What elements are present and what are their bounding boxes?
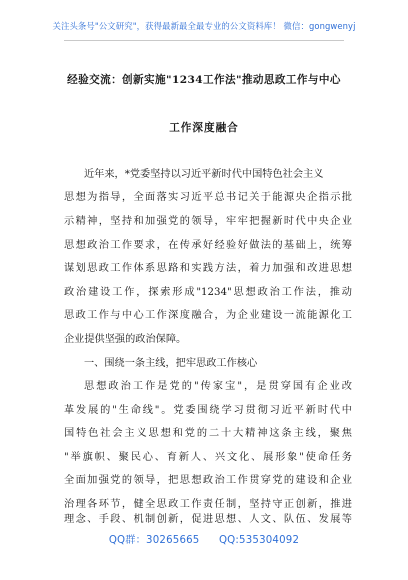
footer-qq-number: QQ:535304092 (218, 535, 300, 546)
section-heading: 一、围绕一条主线，把牢思政工作核心 (84, 358, 258, 369)
body-line: 国特色社会主义思想和党的二十大精神这条主线，聚焦 (64, 428, 352, 439)
body-line: 革发展的"生命线"。党委围绕学习贯彻习近平新时代中 (64, 405, 352, 416)
document-title-line-2: 工作深度融合 (169, 122, 239, 134)
footer-qq-group: QQ群：30265665 (108, 535, 200, 546)
body-line: 理念、手段、机制创新，促进思想、人文、队伍、发展等 (64, 514, 352, 525)
body-line: 企业提供坚强的政治保障。 (64, 334, 187, 345)
body-line: 近年来，*党委坚持以习近平新时代中国特色社会主义 (84, 169, 324, 180)
body-line: "举旗帜、聚民心、育新人、兴文化、展形象"使命任务 (64, 452, 352, 463)
body-line: 政治建设工作，探索形成"1234"思想政治工作法，推动 (64, 287, 352, 298)
footer-contact (0, 531, 408, 546)
header-divider (64, 40, 344, 41)
body-line: 全面加强党的领导，把思想政治工作贯穿党的建设和企业 (64, 475, 352, 486)
body-line: 谋划思政工作体系思路和实践方法，着力加强和改进思想 (64, 263, 352, 274)
body-line: 思想为指导，全面落实习近平总书记关于能源央企指示批 (64, 192, 352, 203)
body-line: 思想政治工作是党的"传家宝"，是贯穿国有企业改 (84, 381, 352, 392)
document-title-line-1: 经验交流：创新实施"1234工作法"推动思政工作与中心 (67, 74, 341, 86)
body-line: 治理各环节，健全思政工作责任制，坚持守正创新，推进 (64, 499, 352, 510)
header-note: 关注头条号"公文研究"，获得最新最全最专业的公文资料库！ 微信：gongwenyj (52, 21, 356, 31)
body-line: 示精神，坚持和加强党的领导，牢牢把握新时代中央企业 (64, 216, 352, 227)
body-line: 思想政治工作要求，在传承好经验好做法的基础上，统筹 (64, 240, 352, 251)
body-line: 思政工作与中心工作深度融合，为企业建设一流能源化工 (64, 310, 352, 321)
